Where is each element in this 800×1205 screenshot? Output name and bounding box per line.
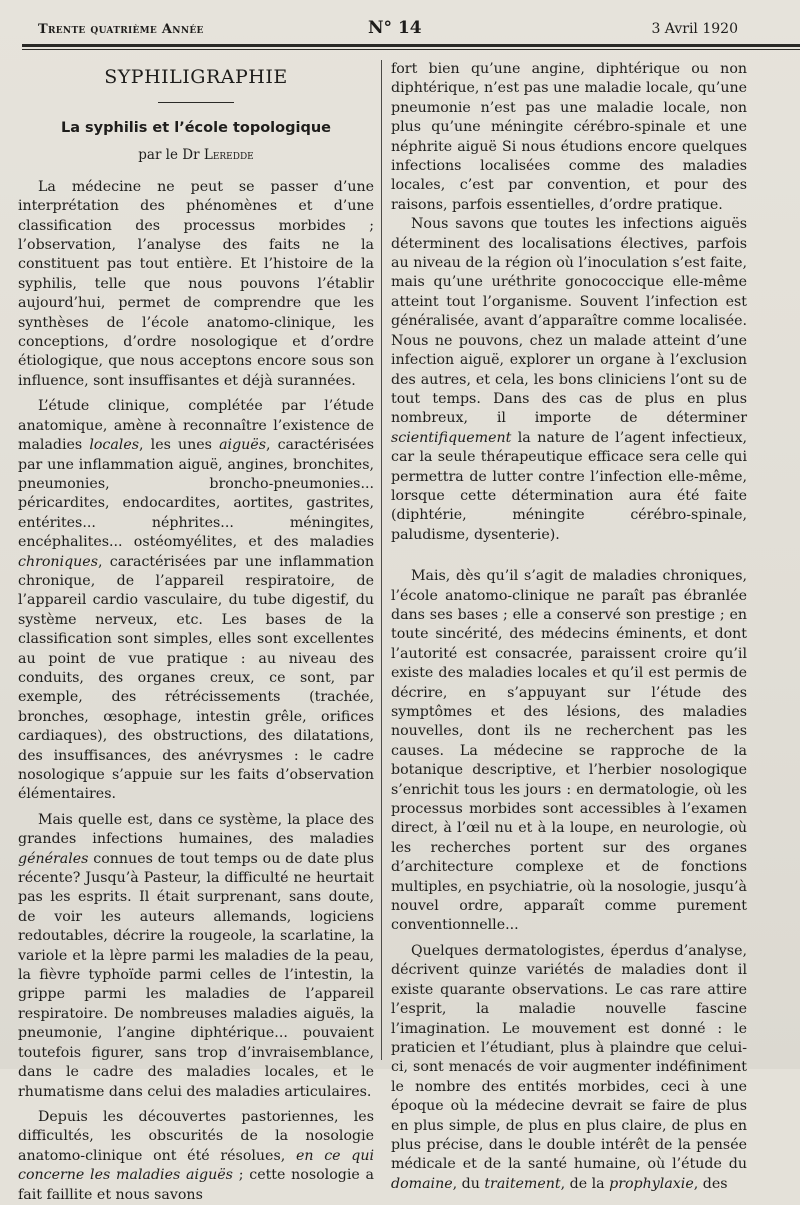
title-rule [158, 102, 234, 103]
column-divider [381, 60, 382, 1060]
article-title: La syphilis et l’école topologique [60, 120, 332, 136]
paragraph: Depuis les découvertes pastoriennes, les difficultés, les obscurités de la nosologie anatomo-clinique ont été résolues, en ce qui concerne les maladies aiguës ; cette nosologie a fait faillite et nous savons [18, 1108, 374, 1203]
header-rule-thick [22, 44, 800, 47]
author-name: Leredde [203, 147, 254, 164]
volume-label: Trente quatrième Année [38, 22, 204, 37]
paragraph: Mais, dès qu’il s’agit de maladies chroniques, l’école anatomo-clinique ne paraît pas ébranlée dans ses bases ; elle a conservé son prestige ; en toute sincérité, des médecins éminents, et dont l’autorité est consacrée, paraissent croire qu’il existe des maladies locales et qu’il est permis de décrire, en s’appuyant sur l’étude des symptômes et des lésions, des maladies nouvelles, dont ils ne recherchent pas les causes. La médecine se rapproche de la botanique descriptive, et l’herbier nosologique s’enrichit tous les jours : en dermatologie, où les processus morbides sont accessibles à l’examen direct, à l’œil nu et à la loupe, en neurologie, où les recherches portent sur des organes d’architecture complexe et de fonctions multiples, en psychiatrie, où la nosologie, jusqu’à nouvel ordre, apparaît comme purement conventionnelle... [391, 568, 747, 934]
paragraph: La médecine ne peut se passer d’une interprétation des phénomènes et d’une classification des processus morbides ; l’observation, l’analyse des faits ne la constituent pas tout entière. Et l’histoire de la syphilis, telle que nous pouvons l’établir aujourd’hui, permet de comprendre que les synthèses de l’école anatomo-clinique, les conceptions, d’ordre nosologique et d’ordre étiologique, que nous acceptons encore sous son influence, sont insuffisantes et déjà surannées. [18, 178, 374, 389]
paragraph: Quelques dermatologistes, éperdus d’analyse, décrivent quinze variétés de maladies dont il existe quarante observations. Le cas rare attire l’esprit, la maladie nouvelle fascine l’imagination. Le mouvement est donné : le praticien et l’étudiant, plus à plaindre que celui-ci, sont menacés de voir augmenter indéfiniment le nombre des entités morbides, ceci à une époque où la médecine devrait se faire de plus en plus simple, de plus en plus claire, de plus en plus précise, dans le double intérêt de la pensée médicale et de la santé humaine, où l’étude du domaine, du traitement, de la prophylaxie, des [391, 942, 747, 1192]
paragraph: L’étude clinique, complétée par l’étude anatomique, amène à reconnaître l’existence de maladies locales, les unes aiguës, caractérisées par une inflammation aiguë, angines, bronchites, pneumonies, broncho-pneumonies... péricardites, endocardites, aortites, gastrites, entérites... néphrites... méningites, encéphalites... ostéomyélites, et des maladies chroniques, caractérisées par une inflammation chronique, de l’appareil respiratoire, de l’appareil cardio vasculaire, du tube digestif, du système nerveux, etc. Les bases de la classification sont simples, elles sont excellentes au point de vue pratique : au niveau des conduits, des organes creux, ce sont, par exemple, des rétrécissements (trachée, bronches, œsophage, intestin grêle, orifices cardiaques), des obstructions, des dilatations, des insuffisances, des anévrysmes : le cadre nosologique s’appuie sur les faits d’observation élémentaires. [18, 398, 374, 803]
header-rule-thin [22, 49, 800, 50]
section-title: SYPHILIGRAPHIE [104, 66, 288, 88]
left-column [18, 60, 374, 1205]
paragraph: fort bien qu’une angine, diphtérique ou non diphtérique, n’est pas une maladie locale, qu’une pneumonie n’est pas une maladie locale, non plus qu’une méningite cérébro-spinale et une néphrite aiguë Si nous étudions encore quelques infections localisées comme des maladies locales, c’est par convention, et pour des raisons, parfois essentielles, d’ordre pratique. [391, 61, 747, 213]
issue-number: N° 14 [368, 18, 422, 38]
byline [18, 146, 374, 165]
page-header [38, 18, 738, 40]
paragraph: Mais quelle est, dans ce système, la place des grandes infections humaines, des maladies générales connues de tout temps ou de date plus récente? Jusqu’à Pasteur, la difficulté ne heurtait pas les esprits. Il était surprenant, sans doute, de voir les auteurs allemands, logiciens redoutables, décrire la rougeole, la scarlatine, la variole et la lèpre parmi les maladies de la peau, la fièvre typhoïde parmi celles de l’intestin, la grippe parmi les maladies de l’appareil respiratoire. De nombreuses maladies aiguës, la pneumonie, l’angine diphtérique... pouvaient toutefois figurer, sans trop d’invraisemblance, dans le cadre des maladies locales, et le rhumatisme dans celui des maladies articulaires. [18, 811, 374, 1100]
paragraph: Nous savons que toutes les infections aiguës déterminent des localisations électives, parfois au niveau de la région où l’inoculation s’est faite, mais qu’une uréthrite gonococcique elle-même atteint tout l’organisme. Souvent l’infection est généralisée, avant d’apparaître comme localisée. Nous ne pouvons, chez un malade atteint d’une infection aiguë, explorer un organe à l’exclusion des autres, et cela, les bons cliniciens l’ont su de tout temps. Dans des cas de plus en plus nombreux, il importe de déterminer scientifiquement la nature de l’agent infectieux, car la seule thérapeutique efficace sera celle qui permettra de lutter contre l’infection elle-même, lorsque cette détermination aura été faite (diphtérie, méningite cérébro-spinale, paludisme, dysenterie). [391, 216, 747, 543]
right-column [391, 60, 747, 1194]
issue-date: 3 Avril 1920 [651, 21, 738, 37]
byline-prefix: par le Dr [138, 147, 200, 164]
